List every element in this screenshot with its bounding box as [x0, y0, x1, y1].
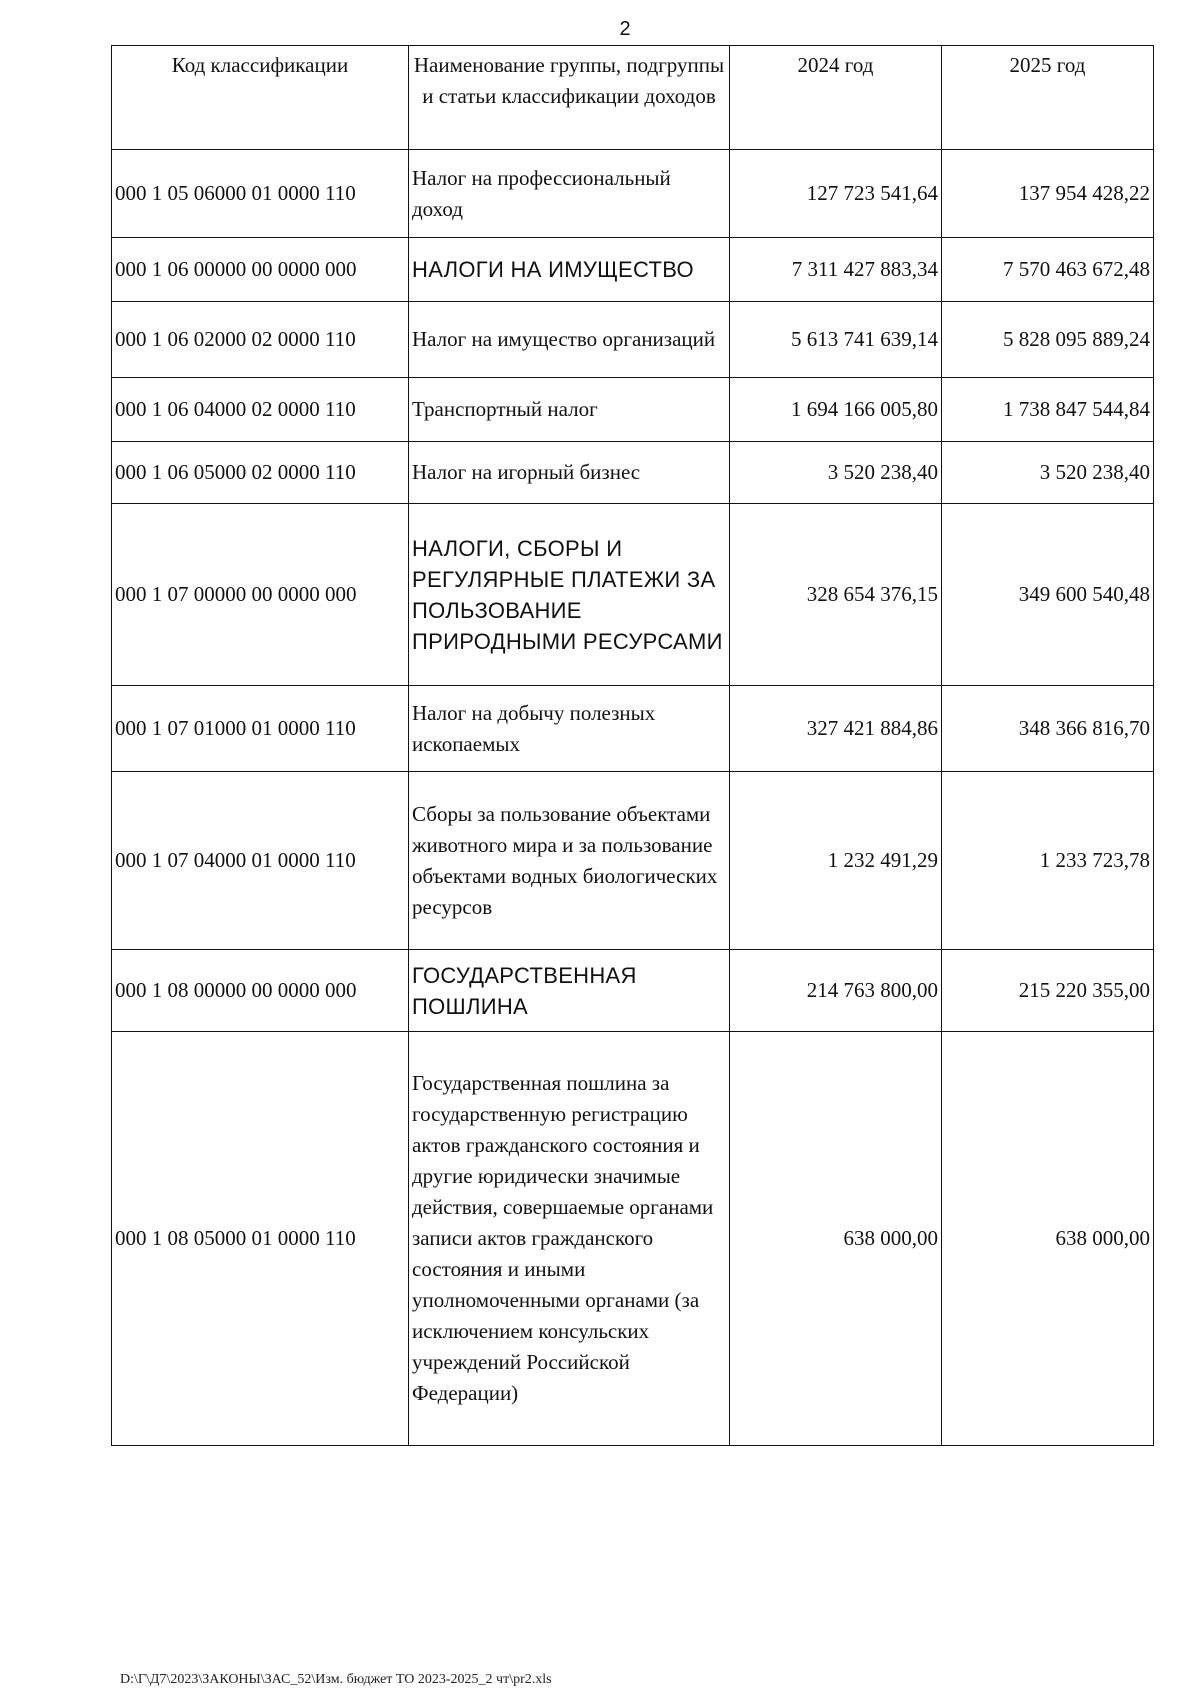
row-value-2025: 5 828 095 889,24: [942, 302, 1154, 378]
table-header-row: [112, 46, 1154, 150]
row-code: 000 1 06 02000 02 0000 110: [112, 302, 409, 378]
row-value-2024: 638 000,00: [730, 1032, 942, 1446]
row-name: Сборы за пользование объектами животного мира и за пользование объектами водных биологических ресурсов: [409, 772, 730, 950]
table-row: [112, 238, 1154, 302]
row-value-2025: 349 600 540,48: [942, 504, 1154, 686]
table-row: [112, 950, 1154, 1032]
row-code: 000 1 07 01000 01 0000 110: [112, 686, 409, 772]
row-name: ГОСУДАРСТВЕННАЯ ПОШЛИНА: [409, 950, 730, 1032]
row-value-2025: 348 366 816,70: [942, 686, 1154, 772]
row-value-2025: 1 738 847 544,84: [942, 378, 1154, 442]
header-name: Наименование группы, подгруппы и статьи классификации доходов: [409, 46, 730, 150]
table-row: [112, 378, 1154, 442]
row-value-2024: 127 723 541,64: [730, 150, 942, 238]
row-value-2024: 328 654 376,15: [730, 504, 942, 686]
header-2025: 2025 год: [942, 46, 1154, 150]
revenue-table: [111, 45, 1154, 1446]
row-value-2024: 5 613 741 639,14: [730, 302, 942, 378]
row-name: Налог на профессиональный доход: [409, 150, 730, 238]
row-value-2025: 1 233 723,78: [942, 772, 1154, 950]
table-row: [112, 686, 1154, 772]
table-row: [112, 1032, 1154, 1446]
row-code: 000 1 05 06000 01 0000 110: [112, 150, 409, 238]
row-value-2025: 215 220 355,00: [942, 950, 1154, 1032]
table-row: [112, 302, 1154, 378]
table-row: [112, 150, 1154, 238]
row-value-2024: 7 311 427 883,34: [730, 238, 942, 302]
row-value-2025: 7 570 463 672,48: [942, 238, 1154, 302]
table-row: [112, 442, 1154, 504]
row-code: 000 1 08 05000 01 0000 110: [112, 1032, 409, 1446]
row-name: НАЛОГИ НА ИМУЩЕСТВО: [409, 238, 730, 302]
row-code: 000 1 06 05000 02 0000 110: [112, 442, 409, 504]
row-code: 000 1 07 04000 01 0000 110: [112, 772, 409, 950]
row-code: 000 1 08 00000 00 0000 000: [112, 950, 409, 1032]
footer-file-path: D:\Г\Д7\2023\ЗАКОНЫ\ЗАС_52\Изм. бюджет ТО 2023-2025_2 чт\pr2.xls: [120, 1672, 552, 1687]
row-code: 000 1 07 00000 00 0000 000: [112, 504, 409, 686]
row-name: НАЛОГИ, СБОРЫ И РЕГУЛЯРНЫЕ ПЛАТЕЖИ ЗА ПОЛЬЗОВАНИЕ ПРИРОДНЫМИ РЕСУРСАМИ: [409, 504, 730, 686]
row-name: Налог на имущество организаций: [409, 302, 730, 378]
table-row: [112, 504, 1154, 686]
row-value-2024: 3 520 238,40: [730, 442, 942, 504]
row-code: 000 1 06 04000 02 0000 110: [112, 378, 409, 442]
page-number: 2: [619, 18, 631, 40]
table-row: [112, 772, 1154, 950]
row-value-2025: 3 520 238,40: [942, 442, 1154, 504]
row-code: 000 1 06 00000 00 0000 000: [112, 238, 409, 302]
row-name: Государственная пошлина за государственную регистрацию актов гражданского состояния и другие юридически значимые действия, совершаемые органами записи актов гражданского состояния и иными уполномоченными органами (за исключением консульских учреждений Российской Федерации): [409, 1032, 730, 1446]
row-value-2024: 327 421 884,86: [730, 686, 942, 772]
row-name: Налог на игорный бизнес: [409, 442, 730, 504]
row-name: Транспортный налог: [409, 378, 730, 442]
header-code: Код классификации: [112, 46, 409, 150]
row-value-2024: 214 763 800,00: [730, 950, 942, 1032]
row-value-2025: 638 000,00: [942, 1032, 1154, 1446]
row-value-2024: 1 694 166 005,80: [730, 378, 942, 442]
row-name: Налог на добычу полезных ископаемых: [409, 686, 730, 772]
header-2024: 2024 год: [730, 46, 942, 150]
row-value-2024: 1 232 491,29: [730, 772, 942, 950]
row-value-2025: 137 954 428,22: [942, 150, 1154, 238]
